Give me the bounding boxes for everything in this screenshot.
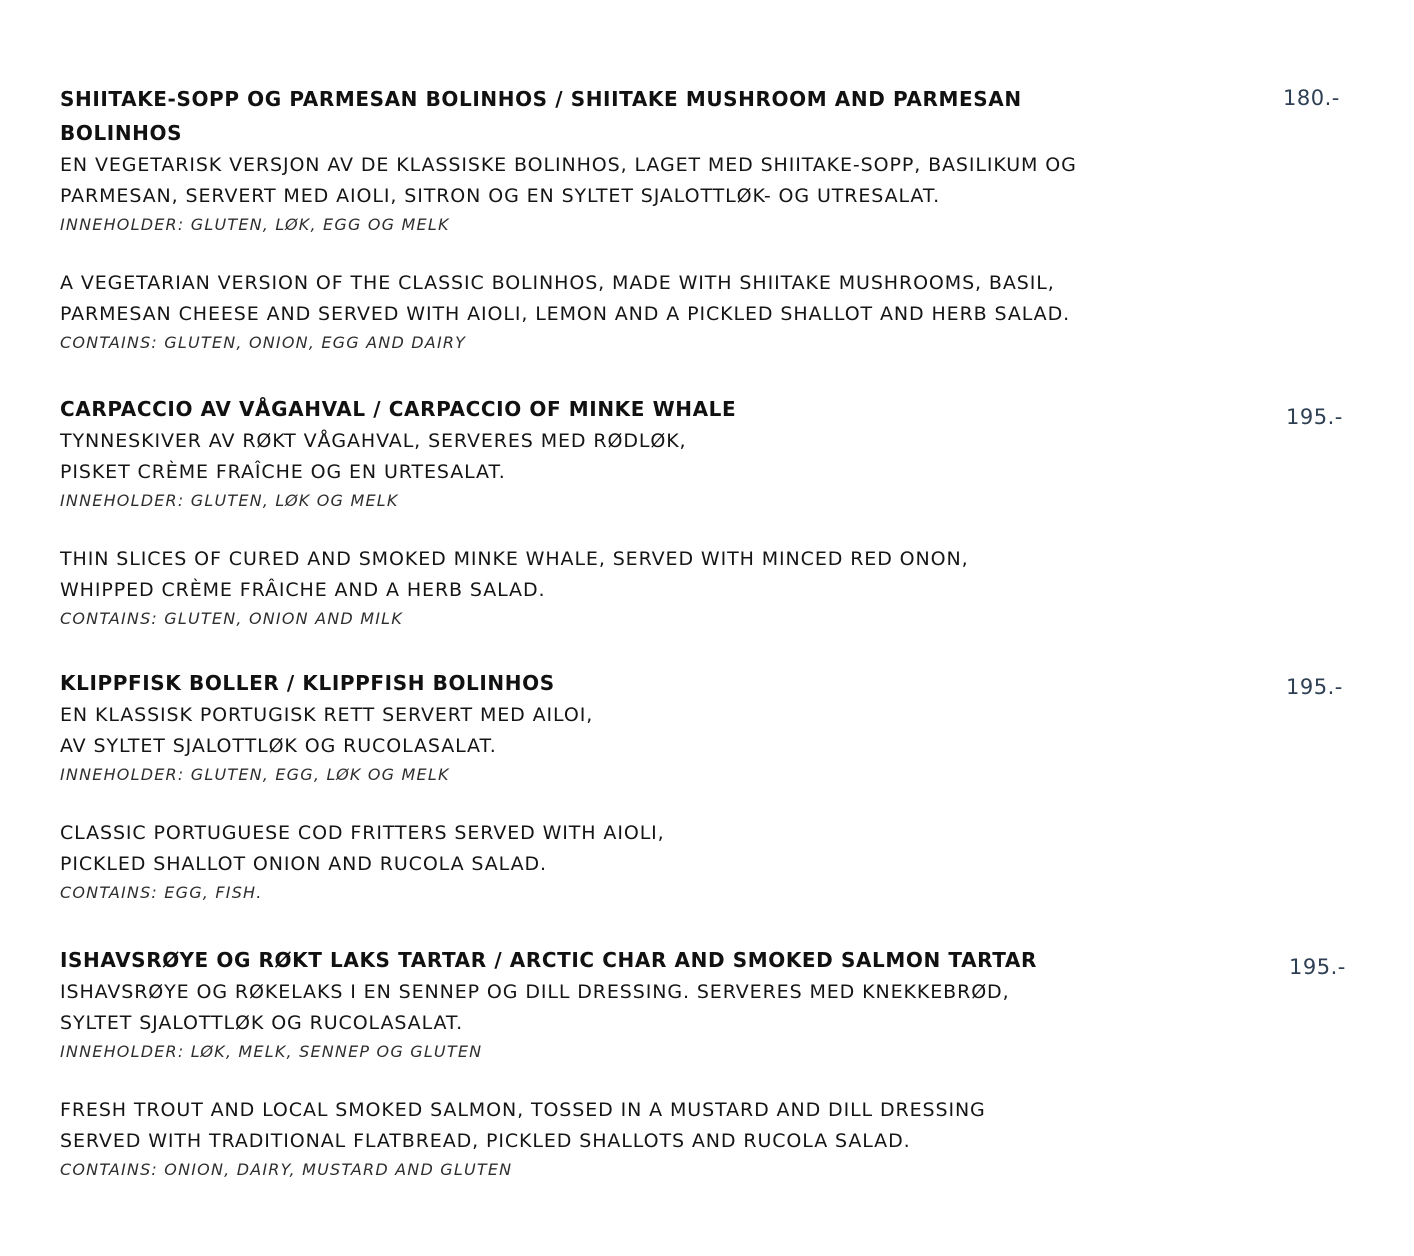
allergens-en: CONTAINS: EGG, FISH. [60,883,263,902]
dish-description-no: EN KLASSISK PORTUGISK RETT SERVERT MED AILOI, AV SYLTET SJALOTTLØK OG RUCOLASALAT. [60,704,594,757]
dish-price: 180.- [1283,86,1340,110]
dish-price: 195.- [1289,955,1346,979]
allergens-en: CONTAINS: GLUTEN, ONION, EGG AND DAIRY [60,333,467,352]
menu-item-minke-whale-carpaccio [60,392,1360,632]
spacer [60,238,1360,268]
dish-title: SHIITAKE-SOPP OG PARMESAN BOLINHOS / SHIITAKE MUSHROOM AND PARMESAN BOLINHOS [60,87,1022,145]
dish-price: 195.- [1286,405,1343,429]
allergens-no: INNEHOLDER: GLUTEN, EGG, LØK OG MELK [60,765,450,784]
spacer [60,1065,1360,1095]
dish-description-no: ISHAVSRØYE OG RØKELAKS I EN SENNEP OG DILL DRESSING. SERVERES MED KNEKKEBRØD, SYLTET SJALOTTLØK OG RUCOLASALAT. [60,981,1010,1034]
dish-description-en: A VEGETARIAN VERSION OF THE CLASSIC BOLINHOS, MADE WITH SHIITAKE MUSHROOMS, BASIL, PARMESAN CHEESE AND SERVED WITH AIOLI, LEMON AND A PICKLED SHALLOT AND HERB SALAD. [60,272,1071,325]
menu-item-klippfish-bolinhos [60,666,1360,906]
dish-description-no: EN VEGETARISK VERSJON AV DE KLASSISKE BOLINHOS, LAGET MED SHIITAKE-SOPP, BASILIKUM OG PARMESAN, SERVERT MED AIOLI, SITRON OG EN SYLTET SJALOTTLØK- OG UTRESALAT. [60,154,1077,207]
dish-title: CARPACCIO AV VÅGAHVAL / CARPACCIO OF MINKE WHALE [60,397,737,421]
dish-title: ISHAVSRØYE OG RØKT LAKS TARTAR / ARCTIC CHAR AND SMOKED SALMON TARTAR [60,948,1038,972]
allergens-no: INNEHOLDER: GLUTEN, LØK OG MELK [60,491,399,510]
menu-item-shiitake-bolinhos [60,82,1360,356]
dish-description-no: TYNNESKIVER AV RØKT VÅGAHVAL, SERVERES MED RØDLØK, PISKET CRÈME FRAÎCHE OG EN URTESALAT. [60,430,687,483]
menu [60,0,1360,1256]
dish-price: 195.- [1286,675,1343,699]
dish-description-en: THIN SLICES OF CURED AND SMOKED MINKE WHALE, SERVED WITH MINCED RED ONON, WHIPPED CRÈME FRÂICHE AND A HERB SALAD. [60,548,969,601]
spacer [60,788,1360,818]
allergens-no: INNEHOLDER: GLUTEN, LØK, EGG OG MELK [60,215,450,234]
allergens-en: CONTAINS: GLUTEN, ONION AND MILK [60,609,403,628]
spacer [60,514,1360,544]
allergens-en: CONTAINS: ONION, DAIRY, MUSTARD AND GLUTEN [60,1160,513,1179]
menu-item-arctic-char-tartar [60,943,1360,1183]
dish-description-en: CLASSIC PORTUGUESE COD FRITTERS SERVED WITH AIOLI, PICKLED SHALLOT ONION AND RUCOLA SALAD. [60,822,665,875]
dish-title: KLIPPFISK BOLLER / KLIPPFISH BOLINHOS [60,671,555,695]
allergens-no: INNEHOLDER: LØK, MELK, SENNEP OG GLUTEN [60,1042,483,1061]
dish-description-en: FRESH TROUT AND LOCAL SMOKED SALMON, TOSSED IN A MUSTARD AND DILL DRESSING SERVED WITH TRADITIONAL FLATBREAD, PICKLED SHALLOTS AND RUCOLA SALAD. [60,1099,986,1152]
